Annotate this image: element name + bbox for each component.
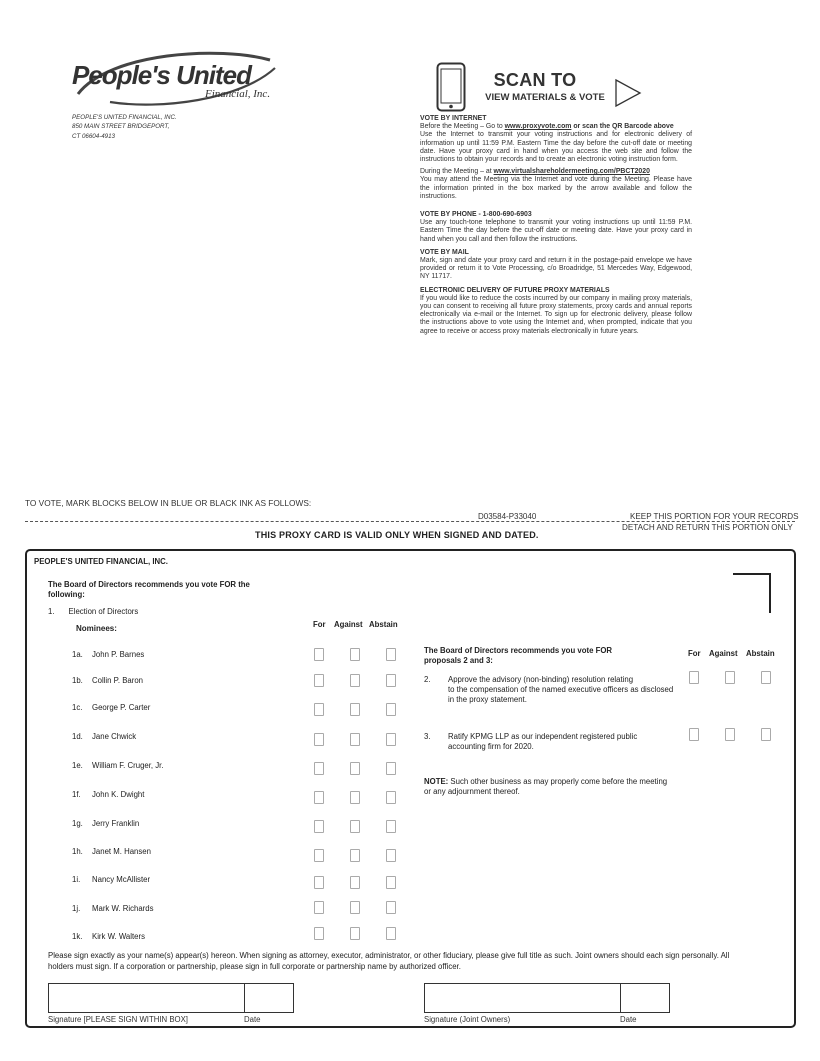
nominee-row — [72, 904, 154, 913]
internet-before-line — [420, 123, 692, 131]
nominee-id: 1e. — [72, 761, 83, 770]
nominee-name: William F. Cruger, Jr. — [92, 761, 164, 770]
nominee-1j-for-checkbox[interactable] — [314, 901, 324, 914]
control-number: D03584-P33040 — [478, 512, 537, 521]
address-line: PEOPLE'S UNITED FINANCIAL, INC. — [72, 114, 177, 121]
column-header-against: Against — [334, 620, 363, 629]
card-company-name: PEOPLE'S UNITED FINANCIAL, INC. — [34, 557, 168, 566]
note-text — [424, 777, 674, 797]
nominee-row — [72, 932, 145, 941]
virtual-meeting-link[interactable]: www.virtualshareholdermeeting.com/PBCT2020 — [493, 168, 650, 176]
item-1-number: 1. — [48, 607, 55, 616]
nominee-row — [72, 819, 139, 828]
nominee-name: Kirk W. Walters — [92, 932, 145, 941]
nominee-1a-against-checkbox[interactable] — [350, 648, 360, 661]
nominee-row — [72, 732, 136, 741]
nominee-1h-abstain-checkbox[interactable] — [386, 849, 396, 862]
nominee-row — [72, 875, 150, 884]
note-body: Such other business as may properly come before the meeting or any adjournment thereof. — [424, 777, 668, 796]
proposal-2-for-checkbox[interactable] — [689, 671, 699, 684]
nominee-1d-for-checkbox[interactable] — [314, 733, 324, 746]
proposal-column-header-for: For — [688, 649, 701, 658]
board-recommendation-2: The Board of Directors recommends you vote FOR proposals 2 and 3: — [424, 646, 613, 665]
nominee-1h-against-checkbox[interactable] — [350, 849, 360, 862]
date-box[interactable] — [244, 983, 294, 1013]
nominee-id: 1k. — [72, 932, 83, 941]
nominee-id: 1j. — [72, 904, 81, 913]
nominee-1d-abstain-checkbox[interactable] — [386, 733, 396, 746]
nominee-1e-against-checkbox[interactable] — [350, 762, 360, 775]
joint-date-label: Date — [620, 1015, 637, 1024]
nominees-label: Nominees: — [76, 624, 117, 633]
nominee-row — [72, 847, 151, 856]
internet-heading: VOTE BY INTERNET — [420, 115, 487, 122]
nominee-1c-against-checkbox[interactable] — [350, 703, 360, 716]
nominee-1a-abstain-checkbox[interactable] — [386, 648, 396, 661]
phone-heading: VOTE BY PHONE - 1-800-690-6903 — [420, 211, 532, 219]
nominee-row — [72, 650, 144, 659]
nominee-id: 1b. — [72, 676, 83, 685]
nominee-1f-for-checkbox[interactable] — [314, 791, 324, 804]
item-1-title: Election of Directors — [68, 607, 139, 616]
nominee-1e-abstain-checkbox[interactable] — [386, 762, 396, 775]
scan-subtitle: VIEW MATERIALS & VOTE — [485, 92, 605, 103]
nominee-id: 1a. — [72, 650, 83, 659]
voting-instructions — [420, 115, 692, 336]
mail-text: Mark, sign and date your proxy card and return it in the postage-paid envelope we have provided or return it to Vote Processing, c/o Broadridge, 51 Mercedes Way, Edgewood, NY 11717. — [420, 257, 692, 281]
nominee-1b-against-checkbox[interactable] — [350, 674, 360, 687]
nominee-1c-abstain-checkbox[interactable] — [386, 703, 396, 716]
nominee-1k-abstain-checkbox[interactable] — [386, 927, 396, 940]
joint-date-box[interactable] — [620, 983, 670, 1013]
nominee-name: John P. Barnes — [92, 650, 145, 659]
proposal-2 — [424, 675, 674, 705]
to-vote-instruction: TO VOTE, MARK BLOCKS BELOW IN BLUE OR BLACK INK AS FOLLOWS: — [25, 498, 312, 508]
nominee-name: Jerry Franklin — [92, 819, 140, 828]
nominee-row — [72, 676, 143, 685]
logo-wordmark: People's United — [72, 60, 251, 90]
column-header-for: For — [313, 620, 326, 629]
nominee-name: John K. Dwight — [92, 790, 145, 799]
nominee-1c-for-checkbox[interactable] — [314, 703, 324, 716]
electronic-text: If you would like to reduce the costs incurred by our company in mailing proxy materials, you can consent to receiving all future proxy statements, proxy cards and annual reports electronically via e-mail or the Internet. To sign up for electronic delivery, please follow the instructions above to vote using the Internet and, when prompted, indicate that you agree to receive or access proxy materials electronically in future years. — [420, 294, 692, 335]
joint-signature-label: Signature (Joint Owners) — [424, 1015, 511, 1024]
during-line — [420, 168, 692, 176]
phone-text: Use any touch-tone telephone to transmit your voting instructions up until 11:59 P.M. Eastern Time the day before the cut-off date or meeting date. Have your proxy card in hand when you call and then follow the instructions. — [420, 219, 692, 243]
proposal-column-header-against: Against — [709, 649, 738, 658]
keep-portion-label: KEEP THIS PORTION FOR YOUR RECORDS — [630, 512, 799, 521]
proposal-column-header-abstain: Abstain — [746, 649, 775, 658]
address-line: CT 06604-4913 — [72, 132, 115, 140]
nominee-1a-for-checkbox[interactable] — [314, 648, 324, 661]
nominee-1b-abstain-checkbox[interactable] — [386, 674, 396, 687]
nominee-row — [72, 790, 144, 799]
nominee-name: Jane Chwick — [92, 732, 137, 741]
electronic-heading: ELECTRONIC DELIVERY OF FUTURE PROXY MATERIALS — [420, 286, 610, 294]
nominee-1i-against-checkbox[interactable] — [350, 876, 360, 889]
nominee-1d-against-checkbox[interactable] — [350, 733, 360, 746]
during-text: You may attend the Meeting via the Internet and vote during the Meeting. Please have the information printed in the box marked by the arrow available and follow the instructions. — [420, 176, 692, 200]
nominee-1j-abstain-checkbox[interactable] — [386, 901, 396, 914]
proposal-3-for-checkbox[interactable] — [689, 728, 699, 741]
internet-before-suffix: or scan the QR Barcode above — [571, 123, 674, 131]
proposal-2-against-checkbox[interactable] — [725, 671, 735, 684]
nominee-1k-against-checkbox[interactable] — [350, 927, 360, 940]
nominee-id: 1c. — [72, 703, 83, 712]
nominee-1f-against-checkbox[interactable] — [350, 791, 360, 804]
nominee-id: 1h. — [72, 847, 83, 856]
nominee-1f-abstain-checkbox[interactable] — [386, 791, 396, 804]
proposal-line1: Ratify KPMG LLP as our independent registered public — [448, 732, 638, 741]
nominee-1b-for-checkbox[interactable] — [314, 674, 324, 687]
proposal-number: 3. — [424, 732, 431, 741]
date-label: Date — [244, 1015, 261, 1024]
nominee-name: Collin P. Baron — [92, 676, 143, 685]
nominee-1e-for-checkbox[interactable] — [314, 762, 324, 775]
signature-box[interactable] — [48, 983, 246, 1013]
validity-notice: THIS PROXY CARD IS VALID ONLY WHEN SIGNED AND DATED. — [255, 530, 539, 540]
nominee-1j-against-checkbox[interactable] — [350, 901, 360, 914]
nominee-name: Nancy McAllister — [92, 875, 151, 884]
internet-before-prefix: Before the Meeting – Go to — [420, 123, 505, 131]
nominee-1k-for-checkbox[interactable] — [314, 927, 324, 940]
item-1-heading — [48, 607, 138, 616]
logo-subtitle: Financial, Inc. — [205, 88, 271, 100]
nominee-row — [72, 703, 150, 712]
address-line: 850 MAIN STREET BRIDGEPORT, — [72, 123, 170, 131]
note-label: NOTE: — [424, 777, 449, 786]
detach-dashed-line — [25, 521, 795, 522]
proposal-number: 2. — [424, 675, 431, 684]
nominee-1g-against-checkbox[interactable] — [350, 820, 360, 833]
sign-instructions: Please sign exactly as your name(s) appear(s) hereon. When signing as attorney, executor, administrator, or other fiduciary, please give full title as such. Joint owners should each sign personally. All holders must sign. If a corporation or partnership, please sign in full corporate or partnership name by authorized officer. — [48, 951, 730, 971]
column-header-abstain: Abstain — [369, 620, 398, 629]
nominee-1g-abstain-checkbox[interactable] — [386, 820, 396, 833]
nominee-1h-for-checkbox[interactable] — [314, 849, 324, 862]
during-prefix: During the Meeting – at — [420, 168, 494, 176]
proposal-2-abstain-checkbox[interactable] — [761, 671, 771, 684]
arrow-right-icon — [614, 78, 642, 108]
proposal-text: accounting firm for 2020. — [448, 742, 534, 751]
mail-heading: VOTE BY MAIL — [420, 248, 469, 256]
proposal-line1: Approve the advisory (non-binding) resolution relating — [448, 675, 634, 684]
proxyvote-link[interactable]: www.proxyvote.com — [504, 123, 572, 131]
proposal-3 — [424, 732, 674, 752]
board-recommendation-1: The Board of Directors recommends you vote FOR the following: — [48, 580, 250, 599]
nominee-1g-for-checkbox[interactable] — [314, 820, 324, 833]
scan-title: SCAN TO — [493, 70, 577, 90]
nominee-1i-for-checkbox[interactable] — [314, 876, 324, 889]
corner-mark — [733, 573, 771, 613]
detach-return-label: DETACH AND RETURN THIS PORTION ONLY — [622, 523, 793, 532]
company-address — [72, 113, 232, 141]
nominee-row — [72, 761, 163, 770]
phone-icon — [436, 62, 466, 112]
nominee-name: George P. Carter — [92, 703, 151, 712]
nominee-id: 1d. — [72, 732, 83, 741]
nominee-id: 1f. — [72, 790, 81, 799]
signature-label: Signature [PLEASE SIGN WITHIN BOX] — [48, 1015, 188, 1024]
nominee-id: 1i. — [72, 875, 81, 884]
proposal-3-abstain-checkbox[interactable] — [761, 728, 771, 741]
proposal-3-against-checkbox[interactable] — [725, 728, 735, 741]
logo-swoosh-icon — [70, 50, 290, 110]
nominee-name: Janet M. Hansen — [92, 847, 151, 856]
internet-text: Use the Internet to transmit your voting instructions and for electronic delivery of information up until 11:59 P.M. Eastern Time the day before the cut-off date or meeting date. Have your proxy card in hand when you access the web site and follow the instructions to obtain your records and to create an electronic voting instruction form. — [420, 131, 692, 164]
nominee-name: Mark W. Richards — [92, 904, 154, 913]
nominee-id: 1g. — [72, 819, 83, 828]
nominee-1i-abstain-checkbox[interactable] — [386, 876, 396, 889]
joint-signature-box[interactable] — [424, 983, 622, 1013]
proposal-text: to the compensation of the named executive officers as disclosed in the proxy statement. — [448, 685, 674, 704]
company-logo — [70, 50, 290, 110]
